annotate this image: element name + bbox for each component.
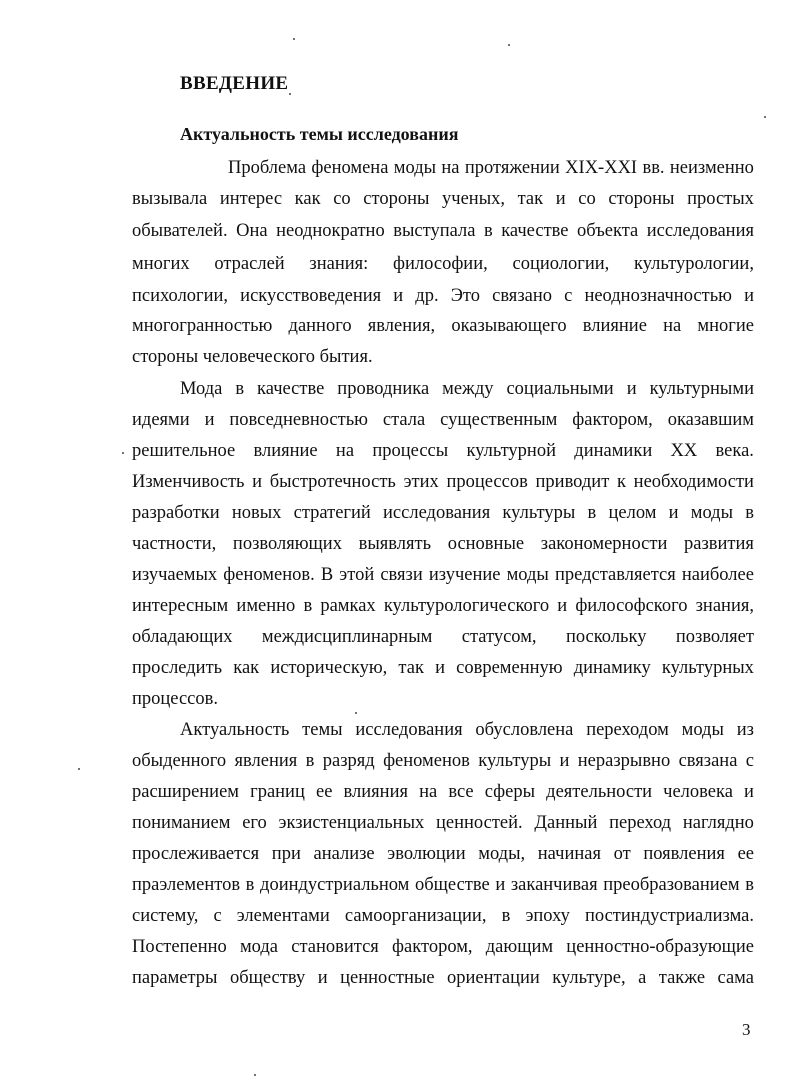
text-line: пониманием его экзистенциальных ценностей. Данный переход наглядно [132, 813, 754, 833]
text-line: психологии, искусствоведения и др. Это связано с неоднозначностью и [132, 286, 754, 306]
text-line: стороны человеческого бытия. [132, 347, 373, 367]
text-line: частности, позволяющих выявлять основные закономерности развития [132, 534, 754, 554]
text-line: прослеживается при анализе эволюции моды, начиная от появления ее [132, 844, 754, 864]
text-line: расширением границ ее влияния на все сферы деятельности человека и [132, 782, 754, 802]
section-subheading: Актуальность темы исследования [180, 124, 459, 144]
text-line: обывателей. Она неоднократно выступала в качестве объекта исследования [132, 221, 754, 241]
text-line: проследить как историческую, так и современную динамику культурных [132, 658, 754, 678]
scan-speck [293, 38, 295, 40]
text-line: Изменчивость и быстротечность этих процессов приводит к необходимости [132, 472, 754, 492]
scan-speck [254, 1074, 256, 1076]
text-line: процессов. [132, 689, 219, 709]
text-line: обыденного явления в разряд феноменов культуры и неразрывно связана с [132, 751, 754, 771]
text-line: Мода в качестве проводника между социальными и культурными [180, 379, 754, 399]
text-line: праэлементов в доиндустриальном обществе и заканчивая преобразованием в [132, 875, 754, 895]
text-line: изучаемых феноменов. В этой связи изучение моды представляется наиболее [132, 565, 754, 585]
text-line: Проблема феномена моды на протяжении XIX-XXI вв. неизменно [228, 158, 754, 178]
chapter-heading: ВВЕДЕНИЕ [180, 73, 289, 94]
text-line: многогранностью данного явления, оказывающего влияние на многие [132, 316, 754, 336]
scan-speck [289, 93, 291, 95]
text-line: интересным именно в рамках культурологического и философского знания, [132, 596, 754, 616]
text-line: обладающих междисциплинарным статусом, поскольку позволяет [132, 627, 754, 647]
scan-speck [764, 116, 766, 118]
scan-speck [508, 44, 510, 46]
text-line: разработки новых стратегий исследования культуры в целом и моды в [132, 503, 754, 523]
text-line: систему, с элементами самоорганизации, в эпоху постиндустриализма. [132, 906, 754, 926]
text-line: многих отраслей знания: философии, социологии, культурологии, [132, 254, 754, 274]
text-line: параметры обществу и ценностные ориентации культуре, а также сама [132, 968, 754, 988]
scan-speck [355, 712, 357, 714]
scan-speck [122, 452, 124, 454]
text-line: решительное влияние на процессы культурной динамики XX века. [132, 441, 754, 461]
scan-speck [78, 768, 80, 770]
text-line: идеями и повседневностью стала существенным фактором, оказавшим [132, 410, 754, 430]
text-line: вызывала интерес как со стороны ученых, так и со стороны простых [132, 189, 754, 209]
page-number: 3 [742, 1020, 751, 1039]
text-line: Актуальность темы исследования обусловлена переходом моды из [180, 720, 754, 740]
text-line: Постепенно мода становится фактором, дающим ценностно-образующие [132, 937, 754, 957]
